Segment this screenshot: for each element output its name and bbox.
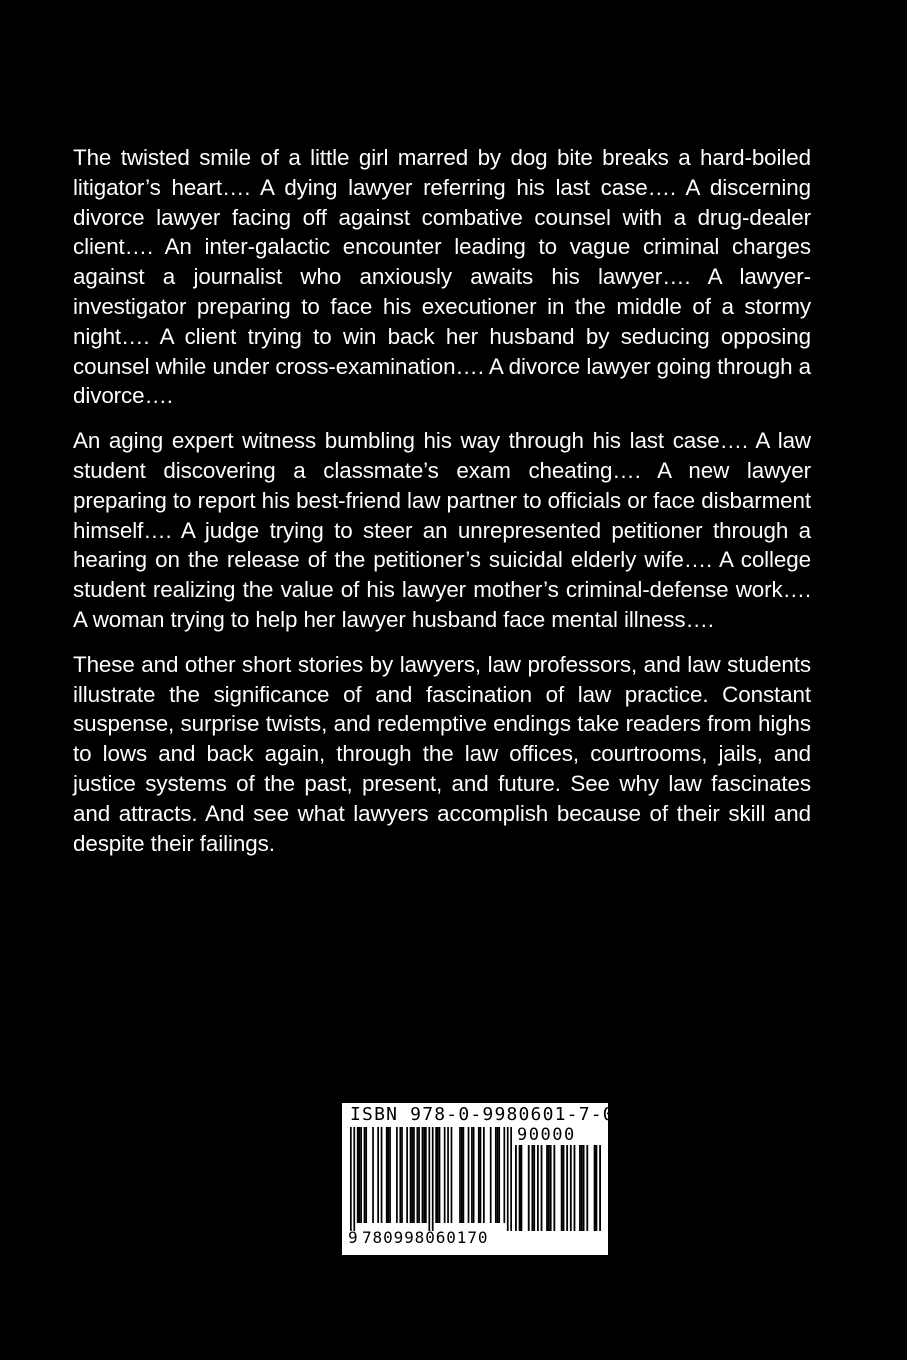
addon-bar — [541, 1145, 543, 1231]
addon-bar — [515, 1145, 517, 1231]
barcode-bar — [399, 1127, 401, 1223]
barcode-bar — [350, 1127, 352, 1231]
barcode-bar — [447, 1127, 449, 1223]
barcode-bar — [353, 1127, 355, 1231]
addon-bar — [574, 1145, 576, 1231]
barcode-bar — [444, 1127, 446, 1223]
addon-bar — [528, 1145, 530, 1231]
addon-bar — [581, 1145, 583, 1231]
barcode-bar — [435, 1127, 437, 1223]
addon-bar — [550, 1145, 552, 1231]
addon-bar — [546, 1145, 548, 1231]
addon-bar — [596, 1145, 598, 1231]
barcode-bar — [381, 1127, 383, 1223]
barcode-bar — [396, 1127, 398, 1223]
blurb-paragraph-1: The twisted smile of a little girl marred by dog bite breaks a hard-boiled litigator’s heart…. A dying lawyer referring his last case…. A discerning divorce lawyer facing off against combative counsel with a drug-dealer client…. An inter-galactic encounter leading to vague criminal charges against a journalist who anxiously awaits his lawyer…. A lawyer-investigator preparing to face his executioner in the middle of a stormy night…. A client trying to win back her husband by seducing opposing counsel while under cross-examination…. A divorce lawyer going through a divorce…. — [73, 145, 811, 409]
barcode-bar — [389, 1127, 391, 1223]
ean-first-digit: 9 — [348, 1228, 358, 1247]
barcode-bar — [411, 1127, 413, 1223]
addon-bar — [520, 1145, 522, 1231]
addon-bar — [594, 1145, 596, 1231]
barcode-bar — [423, 1127, 425, 1223]
isbn-barcode — [342, 1103, 615, 1255]
blurb-paragraph-3: These and other short stories by lawyers, law professors, and law students illustrate the significance of and fascination of law practice. Constant suspense, surprise twists, and redemptive endings take readers from highs to lows and back again, through the law offices, courtrooms, jails, and justice systems of the past, present, and future. See why law fascinates and attracts. And see what lawyers accomplish because of their skill and despite their failings. — [73, 651, 811, 856]
isbn-number: ISBN 978-0-9980601-7-0 — [350, 1104, 615, 1125]
barcode-bar — [364, 1127, 366, 1223]
barcode-bar — [495, 1127, 497, 1223]
barcode-bar — [377, 1127, 379, 1223]
barcode-bar — [483, 1127, 485, 1223]
barcode-bar — [463, 1127, 465, 1223]
addon-bar — [563, 1145, 565, 1231]
addon-bar — [531, 1145, 533, 1231]
barcode-bar — [428, 1127, 430, 1231]
addon-bar — [566, 1145, 568, 1231]
addon-bar — [533, 1145, 535, 1231]
barcode-bar — [451, 1127, 453, 1223]
barcode-bar — [365, 1127, 367, 1223]
barcode-bar — [507, 1127, 509, 1231]
addon-bar — [553, 1145, 555, 1231]
barcode-bar — [418, 1127, 420, 1223]
barcode-bar — [459, 1127, 461, 1223]
barcode-bar — [386, 1127, 388, 1223]
barcode-bar — [357, 1127, 359, 1223]
ean-barcode-bars — [350, 1127, 512, 1231]
barcode-bar — [413, 1127, 415, 1223]
addon-bar — [586, 1145, 588, 1231]
blurb-text — [73, 143, 811, 873]
addon-bar — [519, 1145, 521, 1231]
barcode-bar — [425, 1127, 427, 1223]
price-code: 90000 — [517, 1125, 576, 1145]
barcode-bar — [478, 1127, 480, 1223]
addon-bar — [599, 1145, 601, 1231]
barcode-bar — [498, 1127, 500, 1223]
barcode-bar — [388, 1127, 390, 1223]
addon-bar — [579, 1145, 581, 1231]
barcode-bar — [432, 1127, 434, 1231]
barcode-bar — [372, 1127, 374, 1223]
barcode-bar — [422, 1127, 424, 1223]
barcode-bar — [503, 1127, 505, 1223]
addon-bar — [537, 1145, 539, 1231]
barcode-bar — [406, 1127, 408, 1223]
addon-barcode-bars — [515, 1145, 601, 1231]
barcode-bar — [401, 1127, 403, 1223]
barcode-bar — [473, 1127, 475, 1223]
barcode-bar — [410, 1127, 412, 1223]
barcode-bar — [468, 1127, 470, 1223]
barcode-bar — [439, 1127, 441, 1223]
barcode-bar — [490, 1127, 492, 1223]
addon-bar — [583, 1145, 585, 1231]
barcode-bar — [437, 1127, 439, 1223]
barcode-bar — [480, 1127, 482, 1223]
ean-remaining-digits: 780998060170 — [362, 1228, 489, 1247]
barcode-bar — [510, 1127, 512, 1231]
barcode-bar — [360, 1127, 362, 1223]
barcode-bar — [497, 1127, 499, 1223]
addon-bar — [561, 1145, 563, 1231]
barcode-bar — [461, 1127, 463, 1223]
barcode-bar — [471, 1127, 473, 1223]
blurb-paragraph-2: An aging expert witness bumbling his way through his last case…. A law student discovering a classmate’s exam cheating…. A new lawyer preparing to report his best-friend law partner to officials or face disbarment himself…. A judge trying to steer an unrepresented petitioner through a hearing on the release of the petitioner’s suicidal elderly wife…. A college student realizing the value of his lawyer mother’s criminal-defense work…. A woman trying to help her lawyer husband face mental illness…. — [73, 428, 811, 632]
barcode-bar — [417, 1127, 419, 1223]
addon-bar — [570, 1145, 572, 1231]
barcode-bar — [359, 1127, 361, 1223]
addon-bar — [548, 1145, 550, 1231]
